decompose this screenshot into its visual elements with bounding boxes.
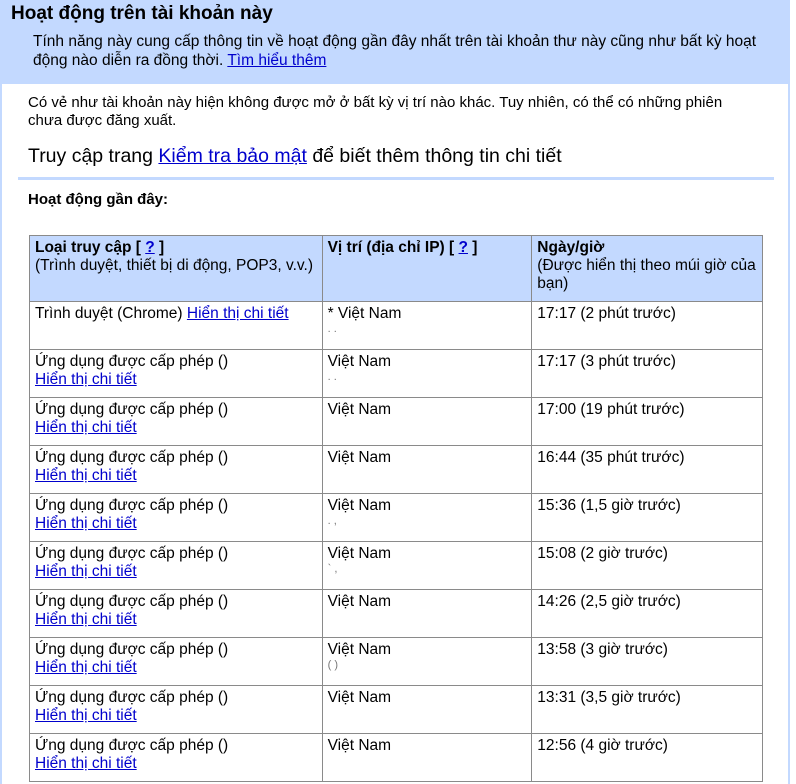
access-type: Ứng dụng được cấp phép () <box>35 689 229 706</box>
datetime-cell <box>532 734 763 782</box>
datetime: 12:56 (4 giờ trước) <box>537 737 668 754</box>
table-row <box>30 638 763 686</box>
datetime-subtitle: (Được hiển thị theo múi giờ của bạn) <box>537 257 756 292</box>
security-checkup-link[interactable]: Kiểm tra bảo mật <box>158 145 307 167</box>
security-suffix: để biết thêm thông tin chi tiết <box>312 145 562 167</box>
ip-address <box>328 707 527 719</box>
page-title: Hoạt động trên tài khoản này <box>11 3 273 24</box>
table-row <box>30 350 763 398</box>
location-cell <box>322 398 532 446</box>
access-type-cell <box>30 350 323 398</box>
access-type-cell <box>30 686 323 734</box>
show-details-link[interactable]: Hiển thị chi tiết <box>35 419 137 436</box>
location: Việt Nam <box>327 497 392 514</box>
header-panel <box>2 0 788 84</box>
table-row <box>30 734 763 782</box>
description-text: Tính năng này cung cấp thông tin về hoạt động gần đây nhất trên tài khoản thư này cũng như bất kỳ hoạt động nào diễn ra đồng thời. <box>33 33 757 69</box>
location-cell <box>322 734 532 782</box>
access-type: Ứng dụng được cấp phép () <box>35 545 229 562</box>
access-type: Ứng dụng được cấp phép () <box>35 737 229 754</box>
location: * Việt Nam <box>327 305 402 322</box>
show-details-link[interactable]: Hiển thị chi tiết <box>35 515 137 532</box>
access-type-header: Loại truy cập [ ? ] (Trình duyệt, thiết bị di động, POP3, v.v.) <box>30 236 323 302</box>
location-help-link[interactable]: ? <box>458 239 468 256</box>
ip-address <box>328 419 527 431</box>
divider <box>18 177 774 180</box>
ip-address <box>328 611 527 623</box>
location-cell <box>322 638 532 686</box>
datetime-cell <box>532 398 763 446</box>
access-type-cell <box>30 734 323 782</box>
ip-address: ( ) <box>327 659 338 671</box>
security-prefix: Truy cập trang <box>28 145 153 167</box>
table-row <box>30 590 763 638</box>
table-row <box>30 542 763 590</box>
show-details-link[interactable]: Hiển thị chi tiết <box>35 707 137 724</box>
recent-activity-heading: Hoạt động gần đây: <box>28 191 168 208</box>
access-type-cell <box>30 302 323 350</box>
access-type: Ứng dụng được cấp phép () <box>35 497 229 514</box>
table-header-row <box>30 236 763 302</box>
location: Việt Nam <box>327 353 392 370</box>
access-type: Ứng dụng được cấp phép () <box>35 353 229 370</box>
datetime-header: Ngày/giờ (Được hiển thị theo múi giờ của bạn) <box>532 236 763 302</box>
datetime-cell <box>532 686 763 734</box>
location-cell <box>322 542 532 590</box>
location: Việt Nam <box>327 737 392 754</box>
access-type-cell <box>30 542 323 590</box>
datetime: 13:31 (3,5 giờ trước) <box>537 689 681 706</box>
datetime-cell <box>532 638 763 686</box>
datetime-cell <box>532 542 763 590</box>
access-type-cell <box>30 494 323 542</box>
access-type-cell <box>30 446 323 494</box>
ip-address: . . <box>327 371 337 383</box>
location-cell <box>322 494 532 542</box>
ip-address <box>328 755 527 767</box>
access-type-cell <box>30 638 323 686</box>
show-details-link[interactable]: Hiển thị chi tiết <box>35 563 137 580</box>
datetime: 17:00 (19 phút trước) <box>537 401 685 418</box>
datetime-cell <box>532 494 763 542</box>
location: Việt Nam <box>327 593 392 610</box>
session-notice: Có vẻ như tài khoản này hiện không được mở ở bất kỳ vị trí nào khác. Tuy nhiên, có thể có những phiên chưa được đăng xuất. <box>28 94 723 129</box>
access-type-help-link[interactable]: ? <box>145 239 155 256</box>
location-header: Vị trí (địa chỉ IP) [ ? ] <box>322 236 532 302</box>
datetime-cell <box>532 350 763 398</box>
access-type: Ứng dụng được cấp phép () <box>35 641 229 658</box>
ip-address: . . <box>327 323 337 335</box>
show-details-link[interactable]: Hiển thị chi tiết <box>186 305 289 322</box>
table-row <box>30 446 763 494</box>
access-type: Ứng dụng được cấp phép () <box>35 449 229 466</box>
location: Việt Nam <box>327 689 392 706</box>
datetime-cell <box>532 446 763 494</box>
security-checkup-line <box>28 144 788 168</box>
datetime-cell <box>532 302 763 350</box>
location-cell <box>322 590 532 638</box>
datetime: 16:44 (35 phút trước) <box>537 449 685 466</box>
location: Việt Nam <box>327 449 392 466</box>
location-cell <box>322 446 532 494</box>
location: Việt Nam <box>327 401 392 418</box>
access-type: Trình duyệt (Chrome) <box>35 305 183 322</box>
datetime-cell <box>532 590 763 638</box>
show-details-link[interactable]: Hiển thị chi tiết <box>35 659 137 676</box>
table-row <box>30 302 763 350</box>
datetime: 14:26 (2,5 giờ trước) <box>537 593 681 610</box>
description <box>33 32 763 70</box>
location-cell <box>322 686 532 734</box>
access-type-subtitle: (Trình duyệt, thiết bị di động, POP3, v.v.) <box>35 257 313 274</box>
datetime: 15:08 (2 giờ trước) <box>537 545 668 562</box>
datetime: 15:36 (1,5 giờ trước) <box>537 497 681 514</box>
location: Việt Nam <box>327 545 392 562</box>
ip-address: . , <box>327 515 337 527</box>
access-type: Ứng dụng được cấp phép () <box>35 401 229 418</box>
ip-address <box>328 467 527 479</box>
location-cell <box>322 350 532 398</box>
access-type-cell <box>30 398 323 446</box>
show-details-link[interactable]: Hiển thị chi tiết <box>35 371 137 388</box>
location-cell <box>322 302 532 350</box>
table-row <box>30 686 763 734</box>
datetime: 13:58 (3 giờ trước) <box>537 641 668 658</box>
location: Việt Nam <box>327 641 392 658</box>
table-row <box>30 398 763 446</box>
activity-table <box>29 235 763 782</box>
learn-more-link[interactable]: Tìm hiểu thêm <box>227 52 327 69</box>
access-type: Ứng dụng được cấp phép () <box>35 593 229 610</box>
show-details-link[interactable]: Hiển thị chi tiết <box>35 611 137 628</box>
datetime: 17:17 (2 phút trước) <box>537 305 676 322</box>
show-details-link[interactable]: Hiển thị chi tiết <box>35 755 137 772</box>
table-row <box>30 494 763 542</box>
datetime: 17:17 (3 phút trước) <box>537 353 676 370</box>
show-details-link[interactable]: Hiển thị chi tiết <box>35 467 137 484</box>
access-type-cell <box>30 590 323 638</box>
ip-address: ` , <box>327 563 338 575</box>
